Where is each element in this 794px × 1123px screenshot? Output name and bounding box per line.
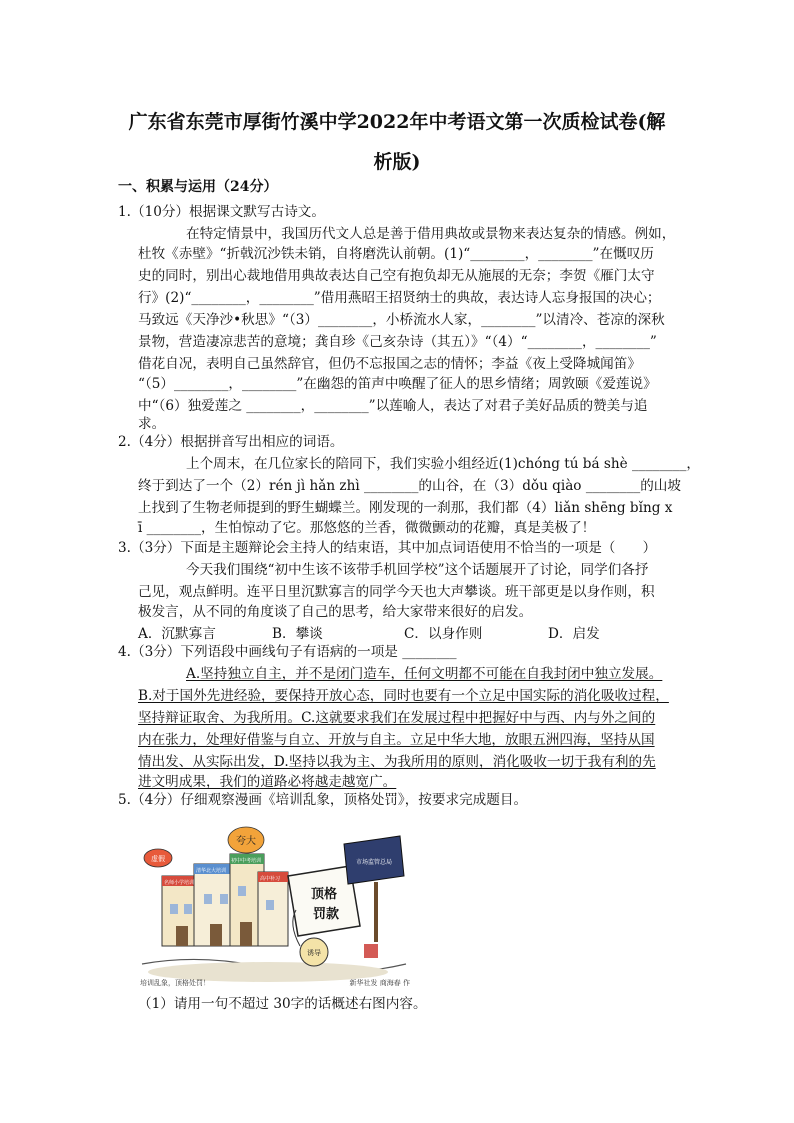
question-1-head: 1.（10分）根据课文默写古诗文。 bbox=[118, 204, 325, 220]
question-3-text: 今天我们围绕“初中生该不该带手机回学校”这个话题展开了讨论，同学们各抒 bbox=[186, 562, 649, 578]
question-2-text: 终于到达了一个（2）rén jì hǎn zhì ________的山谷，在（3）dǒu qiào ________的山坡 bbox=[138, 478, 681, 494]
cartoon-caption-right: 新华社发 商海春 作 bbox=[349, 979, 410, 987]
question-5-head: 5.（4分）仔细观察漫画《培训乱象，顶格处罚》，按要求完成题目。 bbox=[118, 792, 528, 808]
building-label: 初中中考培训 bbox=[231, 858, 262, 864]
option-d: D．启发 bbox=[548, 626, 600, 642]
question-4-text: 情出发、从实际出发，D.坚持以我为主、为我所用的原则，消化吸收一切于我有利的先 bbox=[138, 754, 656, 770]
question-2-head: 2.（4分）根据拼音写出相应的词语。 bbox=[118, 434, 344, 450]
question-5-sub1: （1）请用一句不超过 30字的话概述右图内容。 bbox=[138, 996, 427, 1012]
question-1-text: 行》(2)“________，________”借用燕昭王招贤纳士的典故，表达诗人忘身报国的决心； bbox=[138, 290, 661, 306]
question-2-text: ī ________，生怕惊动了它。那悠悠的兰香，微微颤动的花瓣，真是美极了！ bbox=[138, 520, 596, 536]
svg-text:虚假: 虚假 bbox=[151, 855, 165, 863]
question-2-text: 上个周末，在几位家长的陪同下，我们实验小组经近(1)chóng tú bá shè ________， bbox=[186, 456, 700, 472]
svg-text:市场监管总局: 市场监管总局 bbox=[355, 859, 393, 866]
question-1-text: 借花自况，表明自己虽然辞官，但仍不忘报国之志的情怀；李益《夜上受降城闻笛》 bbox=[138, 356, 641, 372]
svg-text:夸大: 夸大 bbox=[236, 836, 256, 847]
cartoon-illustration bbox=[138, 814, 410, 990]
svg-text:诱导: 诱导 bbox=[307, 949, 321, 957]
building-label: 高中补习 bbox=[260, 876, 281, 882]
question-4-text: B.对于国外先进经验，要保持开放心态，同时也要有一个立足中国实际的消化吸收过程， bbox=[138, 688, 669, 704]
question-1-text: 求。 bbox=[138, 416, 166, 432]
section-heading: 一、积累与运用（24分） bbox=[118, 179, 278, 195]
svg-text:顶格: 顶格 bbox=[310, 887, 338, 902]
question-1-text: 史的同时，别出心裁地借用典故表达自己空有抱负却无从施展的无奈；李贺《雁门太守 bbox=[138, 268, 655, 284]
question-3-text: 己见，观点鲜明。连平日里沉默寡言的同学今天也大声攀谈。班干部更是以身作则，积 bbox=[138, 584, 655, 600]
paper-title-line1: 广东省东莞市厚街竹溪中学2022年中考语文第一次质检试卷(解 bbox=[128, 111, 666, 133]
question-4-sentence-a: A.坚持独立自主，并不是闭门造车，任何文明都不可能在自我封闭中独立发展。 bbox=[186, 666, 663, 682]
question-4-text: 坚持辩证取舍、为我所用。C.这就要求我们在发展过程中把握好中与西、内与外之间的 bbox=[138, 710, 656, 726]
question-4-text: 内在张力，处理好借鉴与自立、开放与自主。立足中华大地，放眼五洲四海，坚持从国 bbox=[138, 732, 655, 748]
option-c: C．以身作则 bbox=[404, 626, 483, 642]
option-a: A．沉默寡言 bbox=[138, 626, 216, 642]
building-label: 名师小学培训 bbox=[164, 880, 195, 886]
question-4-text: 进文明成果，我们的道路必将越走越宽广。 bbox=[138, 774, 397, 790]
question-1-text: 中“（6）独爱莲之 ________，________”以莲喻人，表达了对君子美好品质的赞美与追 bbox=[138, 398, 648, 414]
tag-left bbox=[144, 849, 172, 867]
svg-text:罚款: 罚款 bbox=[312, 907, 340, 922]
cartoon-caption-left: 培训乱象，顶格处罚！ bbox=[140, 979, 210, 987]
question-1-text: 马致远《天净沙•秋思》“（3）________，小桥流水人家，________”以清冷、苍凉的深秋 bbox=[138, 312, 665, 328]
question-3-head: 3.（3分）下面是主题辩论会主持人的结束语，其中加点词语使用不恰当的一项是（ ） bbox=[118, 540, 657, 556]
paper-title-line2: 析版) bbox=[373, 151, 421, 173]
question-1-text: 杜牧《赤壁》“折戟沉沙铁未销，自将磨洗认前朝。(1)“________，________”在慨叹历 bbox=[138, 246, 654, 262]
question-2-text: 上找到了生物老师提到的野生蝴蝶兰。刚发现的一刹那，我们都（4）liǎn shēng bǐng x bbox=[138, 500, 673, 516]
question-4-head: 4.（3分）下列语段中画线句子有语病的一项是 ________ bbox=[118, 644, 457, 660]
question-1-text: “（5）________，________”在幽怨的笛声中唤醒了征人的思乡情绪；周敦颐《爱莲说》 bbox=[138, 376, 657, 392]
question-1-text: 景物，营造凄凉悲苦的意境；龚自珍《己亥杂诗（其五）》“（4）“________，________” bbox=[138, 334, 657, 350]
question-3-text: 极发言，从不同的角度谈了自己的思考，给大家带来很好的启发。 bbox=[138, 604, 533, 620]
option-b: B．攀谈 bbox=[272, 626, 323, 642]
question-1-text: 在特定情景中，我国历代文人总是善于借用典故或景物来表达复杂的情感。例如， bbox=[186, 226, 676, 242]
tag-big bbox=[228, 827, 264, 853]
cartoon-caption bbox=[140, 978, 410, 988]
building-label: 清华北大培训 bbox=[196, 868, 227, 874]
artist-seal bbox=[364, 944, 378, 958]
